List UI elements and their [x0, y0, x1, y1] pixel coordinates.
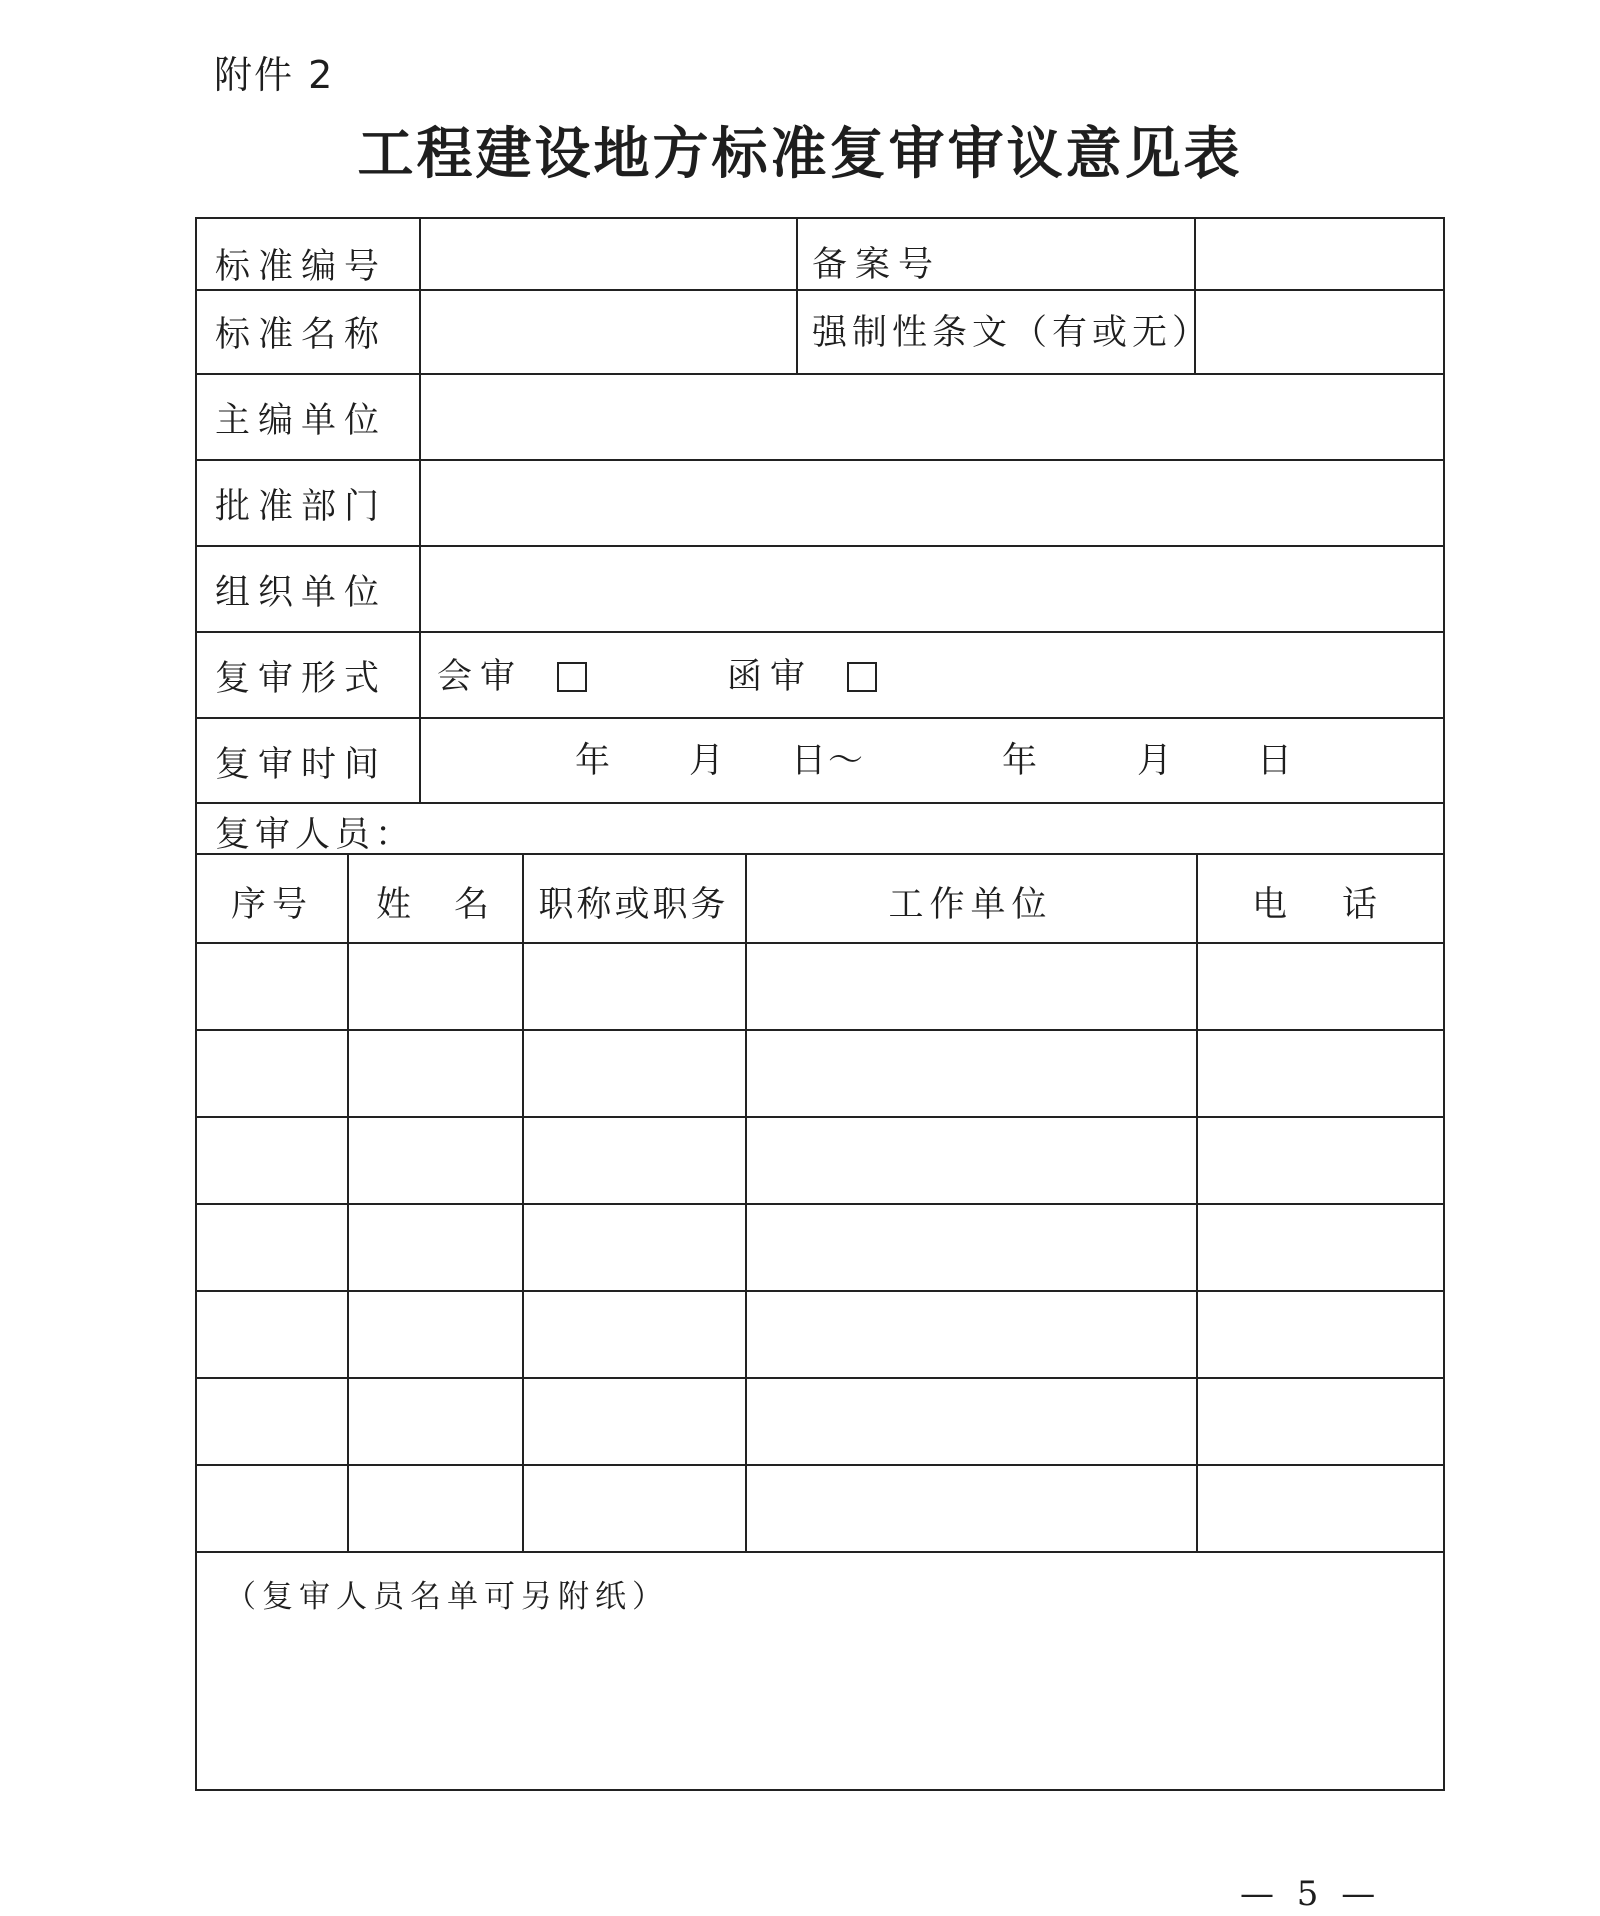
- review-form-table: [195, 217, 1445, 1791]
- start-year-label: 年: [575, 741, 619, 781]
- end-year-label: 年: [1002, 741, 1046, 781]
- start-month-label: 月: [689, 741, 733, 781]
- review-time-label: 复审时间: [215, 745, 388, 785]
- attachment-note: （复审人员名单可另附纸）: [225, 1579, 669, 1615]
- attachment-label: 附件 2: [214, 53, 335, 97]
- column-header-phone: 电 话: [1251, 885, 1387, 925]
- review-form-label: 复审形式: [215, 659, 388, 699]
- organizer-unit-label: 组织单位: [215, 573, 388, 613]
- standard-name-label: 标准名称: [215, 315, 388, 355]
- column-header-name: 姓 名: [375, 885, 493, 925]
- end-day-label: 日: [1257, 741, 1301, 781]
- letter-review-checkbox[interactable]: [847, 662, 877, 692]
- column-header-title: 职称或职务: [538, 885, 729, 925]
- standard-number-label: 标准编号: [215, 247, 388, 287]
- meeting-review-checkbox[interactable]: [557, 662, 587, 692]
- record-number-label: 备案号: [812, 245, 942, 285]
- page-title: 工程建设地方标准复审审议意见表: [357, 121, 1243, 187]
- column-header-number: 序号: [230, 885, 313, 925]
- column-header-work-unit: 工作单位: [888, 885, 1053, 925]
- mandatory-clauses-label: 强制性条文（有或无）: [812, 313, 1213, 353]
- editor-unit-label: 主编单位: [215, 401, 388, 441]
- option-letter-review-label: 函审: [727, 657, 814, 697]
- approval-department-label: 批准部门: [215, 487, 388, 527]
- page-number: — 5 —: [1240, 1874, 1382, 1914]
- reviewers-label: 复审人员：: [215, 815, 416, 855]
- option-meeting-review-label: 会审: [437, 657, 524, 697]
- end-month-label: 月: [1137, 741, 1181, 781]
- start-day-label: 日～: [791, 741, 866, 781]
